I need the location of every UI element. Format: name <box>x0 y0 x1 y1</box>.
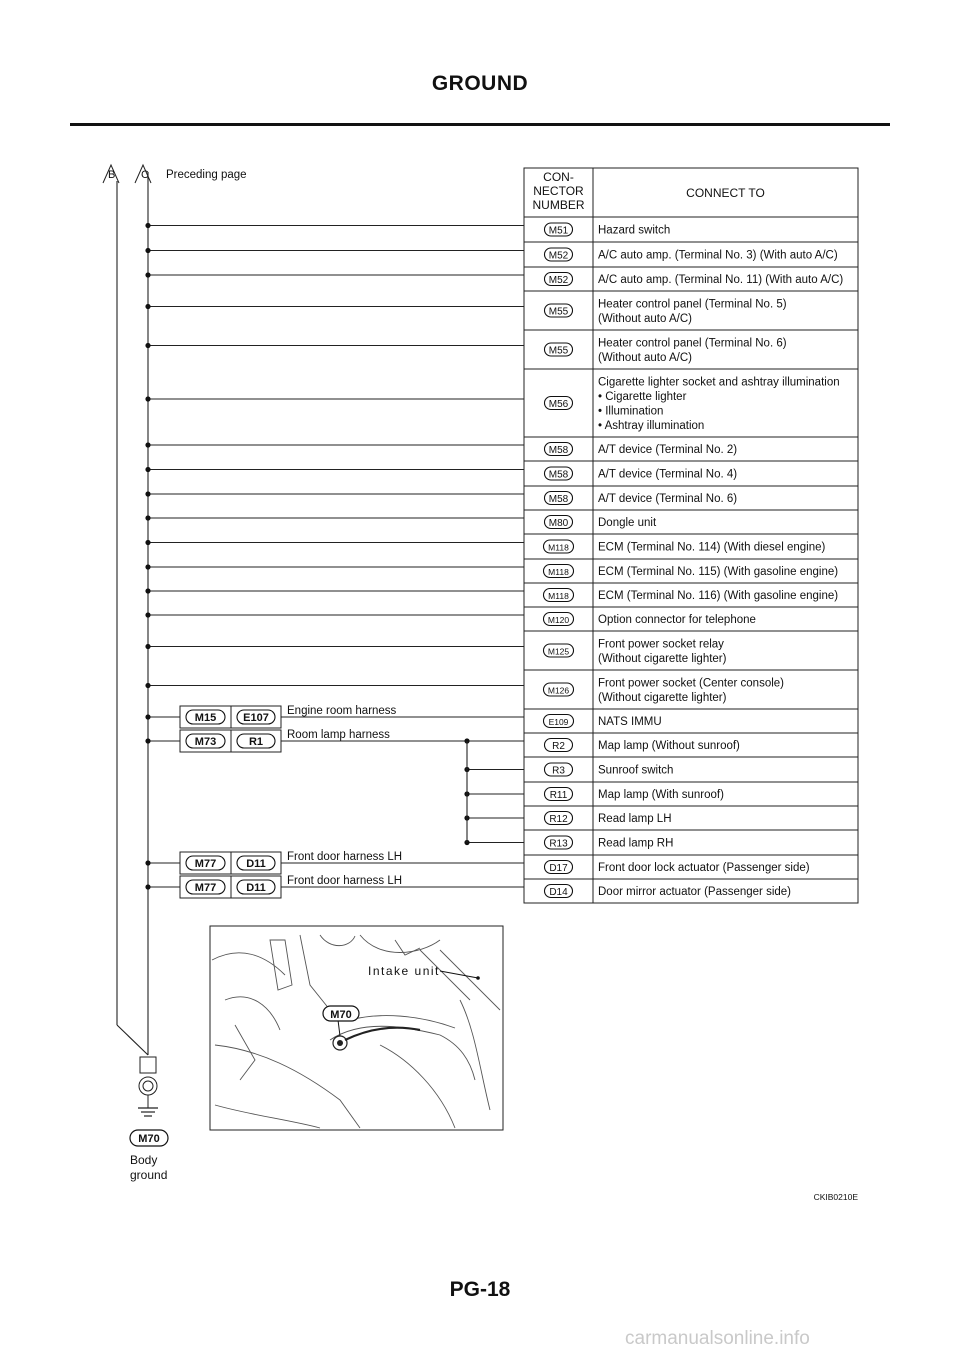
harness-connector-left: M77 <box>194 858 217 870</box>
connect-to-text: Front power socket relay <box>598 638 724 651</box>
connect-to-text: • Cigarette lighter <box>598 390 687 403</box>
connect-to-text: ECM (Terminal No. 114) (With diesel engine) <box>598 541 826 554</box>
header-connector-number: NECTOR <box>533 184 584 198</box>
connect-to-text: ECM (Terminal No. 116) (With gasoline engine) <box>598 590 839 603</box>
connect-to-text: Option connector for telephone <box>598 614 756 627</box>
connect-to-text: Door mirror actuator (Passenger side) <box>598 886 792 899</box>
connector-number: M52 <box>548 250 569 262</box>
connector-number: M51 <box>548 225 569 237</box>
splice-node <box>145 396 150 401</box>
figure-code: CKIB0210E <box>813 1192 858 1202</box>
harness-label: Front door harness LH <box>287 851 403 863</box>
connect-to-text: Read lamp LH <box>598 813 672 826</box>
splice-node <box>145 304 150 309</box>
intake-unit-label: Intake unit <box>368 964 440 978</box>
connector-table <box>524 168 858 903</box>
harness-connector-right: E107 <box>243 712 269 724</box>
watermark: carmanualsonline.info <box>625 1328 810 1349</box>
inset-ground-bolt-center <box>337 1040 343 1046</box>
connect-to-text: (Without cigarette lighter) <box>598 652 727 665</box>
connect-to-text: Heater control panel (Terminal No. 5) <box>598 298 787 311</box>
connector-number: M52 <box>548 274 569 286</box>
connect-to-text: Front door lock actuator (Passenger side) <box>598 862 810 875</box>
splice-node <box>145 612 150 617</box>
connector-number: M58 <box>548 444 569 456</box>
intake-unit-leader-dot <box>476 976 480 980</box>
header-connector-number: CON- <box>543 170 574 184</box>
connector-number: R11 <box>549 789 568 801</box>
connect-to-text: • Illumination <box>598 405 664 418</box>
connector-number: M58 <box>548 493 569 505</box>
header-connect-to: CONNECT TO <box>686 186 765 200</box>
splice-node <box>145 683 150 688</box>
splice-node <box>145 884 150 889</box>
splice-node <box>145 343 150 348</box>
connect-to-text: A/C auto amp. (Terminal No. 3) (With auto A/C) <box>598 249 838 262</box>
splice-node <box>145 442 150 447</box>
splice-node <box>145 644 150 649</box>
splice-node <box>145 272 150 277</box>
connector-number: M118 <box>548 542 569 553</box>
harness-connector-right: D11 <box>246 882 266 894</box>
splice-node <box>145 248 150 253</box>
connect-to-text: (Without cigarette lighter) <box>598 691 727 704</box>
ground-eyelet-inner <box>143 1081 153 1091</box>
splice-node <box>145 467 150 472</box>
inset-connector-number: M70 <box>330 1009 352 1021</box>
ground-connector-number: M70 <box>138 1133 160 1145</box>
ground-bus-merge <box>117 1025 148 1055</box>
connector-number: M58 <box>548 469 569 481</box>
intake-unit-inset <box>210 926 503 1130</box>
harness-connector-right: D11 <box>246 858 266 870</box>
harness-connector-left: M15 <box>194 712 217 724</box>
connect-to-text: Heater control panel (Terminal No. 6) <box>598 337 787 350</box>
connect-to-text: Map lamp (With sunroof) <box>598 789 724 802</box>
connect-to-text: (Without auto A/C) <box>598 312 692 325</box>
connect-to-text: A/T device (Terminal No. 2) <box>598 444 738 457</box>
connector-number: R13 <box>549 838 568 850</box>
body-ground-label-1: Body <box>130 1153 158 1167</box>
page-title: GROUND <box>431 72 529 95</box>
connector-number: R2 <box>552 740 565 752</box>
harness-connector-left: M73 <box>194 736 217 748</box>
splice-node <box>145 738 150 743</box>
connector-number: E109 <box>548 716 569 727</box>
connect-to-text: A/T device (Terminal No. 4) <box>598 468 738 481</box>
connect-to-text: (Without auto A/C) <box>598 351 692 364</box>
connect-to-text: Cigarette lighter socket and ashtray illumination <box>598 376 840 389</box>
header-connector-number: NUMBER <box>532 198 585 212</box>
ground-wires <box>117 172 524 1055</box>
connector-number: R3 <box>552 765 565 777</box>
connect-to-text: ECM (Terminal No. 115) (With gasoline engine) <box>598 566 839 579</box>
connector-number: D14 <box>549 886 568 898</box>
connect-to-text: Map lamp (Without sunroof) <box>598 740 740 753</box>
splice-node <box>145 588 150 593</box>
splice-node <box>145 223 150 228</box>
ground-terminal-box <box>140 1057 156 1073</box>
continuation-c-label: C <box>141 169 149 181</box>
connect-to-text: NATS IMMU <box>598 716 662 729</box>
connect-to-text: Front power socket (Center console) <box>598 677 784 690</box>
connect-to-text: Dongle unit <box>598 517 657 530</box>
harness-connector-left: M77 <box>194 882 217 894</box>
connector-number: M55 <box>548 345 569 357</box>
splice-node <box>145 491 150 496</box>
splice-node <box>145 714 150 719</box>
connector-number: M125 <box>547 646 570 657</box>
connector-number: M126 <box>547 685 570 696</box>
connector-number: M56 <box>548 398 569 410</box>
connect-to-text: A/C auto amp. (Terminal No. 11) (With auto A/C) <box>598 274 844 287</box>
connector-number: M118 <box>548 566 569 577</box>
page-number: PG-18 <box>449 1278 511 1301</box>
connector-number: M120 <box>547 614 570 625</box>
splice-node <box>145 540 150 545</box>
connector-number: M80 <box>548 517 569 529</box>
harness-label: Room lamp harness <box>287 729 390 741</box>
connect-to-text: Sunroof switch <box>598 764 674 777</box>
connector-number: R12 <box>549 813 568 825</box>
harness-label: Engine room harness <box>287 705 397 717</box>
harness-label: Front door harness LH <box>287 875 403 887</box>
continuation-b-label: B <box>108 169 116 181</box>
inset-frame <box>210 926 503 1130</box>
harness-connector-right: R1 <box>248 736 264 748</box>
connector-number: M55 <box>548 306 569 318</box>
preceding-page-label: Preceding page <box>166 169 247 181</box>
connect-to-text: • Ashtray illumination <box>598 419 705 432</box>
connect-to-text: Read lamp RH <box>598 837 674 850</box>
splice-node <box>145 860 150 865</box>
splice-node <box>145 515 150 520</box>
splice-node <box>145 564 150 569</box>
body-ground-label-2: ground <box>130 1168 168 1182</box>
harness-joints <box>180 705 402 898</box>
connect-to-text: A/T device (Terminal No. 6) <box>598 493 738 506</box>
connect-to-text: Hazard switch <box>598 224 671 237</box>
body-ground-symbol <box>130 1057 168 1182</box>
connector-number: M118 <box>548 590 569 601</box>
connector-number: D17 <box>549 862 568 874</box>
